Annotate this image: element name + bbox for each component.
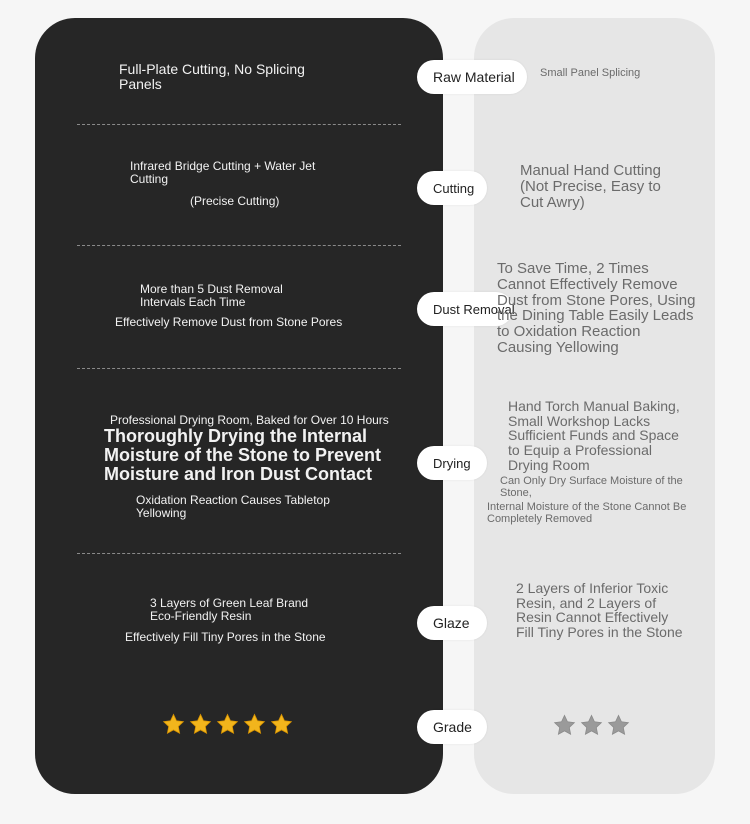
standard-rating-stars [553,714,630,737]
criterion-label-grade: Grade [417,710,487,744]
standard-raw-material-text: Small Panel Splicing [540,67,641,79]
standard-glaze-text: 2 Layers of Inferior Toxic Resin, and 2 Layers of Resin Cannot Effectively Fill Tiny Pores in the Stone [516,580,683,641]
star-icon [162,713,185,736]
star-icon [270,713,293,736]
star-icon [580,714,603,737]
star-icon [243,713,266,736]
standard-drying-note-2: Internal Moisture of the Stone Cannot Be Completely Removed [487,501,687,525]
criterion-label-glaze: Glaze [417,606,487,640]
premium-dust-removal-text: More than 5 Dust Removal Intervals Each Time [140,282,283,309]
standard-drying-note: Can Only Dry Surface Moisture of the Stone, [500,475,683,499]
premium-column-panel [35,18,443,794]
criterion-label-cutting: Cutting [417,171,487,205]
standard-dust-removal-text: To Save Time, 2 Times Cannot Effectively Remove Dust from Stone Pores, Using the Dining Table Easily Leads to Oxidation Reaction Causing Yellowing [497,260,696,356]
star-icon [607,714,630,737]
star-icon [553,714,576,737]
premium-cutting-text: Infrared Bridge Cutting + Water Jet Cutting [130,159,316,186]
premium-drying-text: Professional Drying Room, Baked for Over 10 Hours [110,413,389,427]
standard-drying-text: Hand Torch Manual Baking, Small Workshop Lacks Sufficient Funds and Space to Equip a Professional Drying Room [508,398,680,473]
premium-cutting-note: (Precise Cutting) [190,194,280,208]
row-divider [77,245,401,246]
star-icon [189,713,212,736]
star-icon [216,713,239,736]
row-divider [77,368,401,369]
premium-glaze-note: Effectively Fill Tiny Pores in the Stone [125,630,326,644]
criterion-label-drying: Drying [417,446,487,480]
row-divider [77,124,401,125]
premium-drying-note: Oxidation Reaction Causes Tabletop Yellowing [136,493,330,520]
premium-rating-stars [162,713,293,736]
criterion-label-raw-material: Raw Material [417,60,527,94]
premium-dust-removal-note: Effectively Remove Dust from Stone Pores [115,315,343,329]
standard-cutting-text: Manual Hand Cutting (Not Precise, Easy to Cut Awry) [520,162,661,211]
premium-glaze-text: 3 Layers of Green Leaf Brand Eco-Friendly Resin [150,596,309,623]
row-divider [77,553,401,554]
premium-raw-material-text: Full-Plate Cutting, No Splicing Panels [119,61,305,92]
premium-drying-headline: Thoroughly Drying the Internal Moisture of the Stone to Prevent Moisture and Iron Dust Contact [104,426,382,484]
criterion-label-dust-removal: Dust Removal [417,292,513,326]
